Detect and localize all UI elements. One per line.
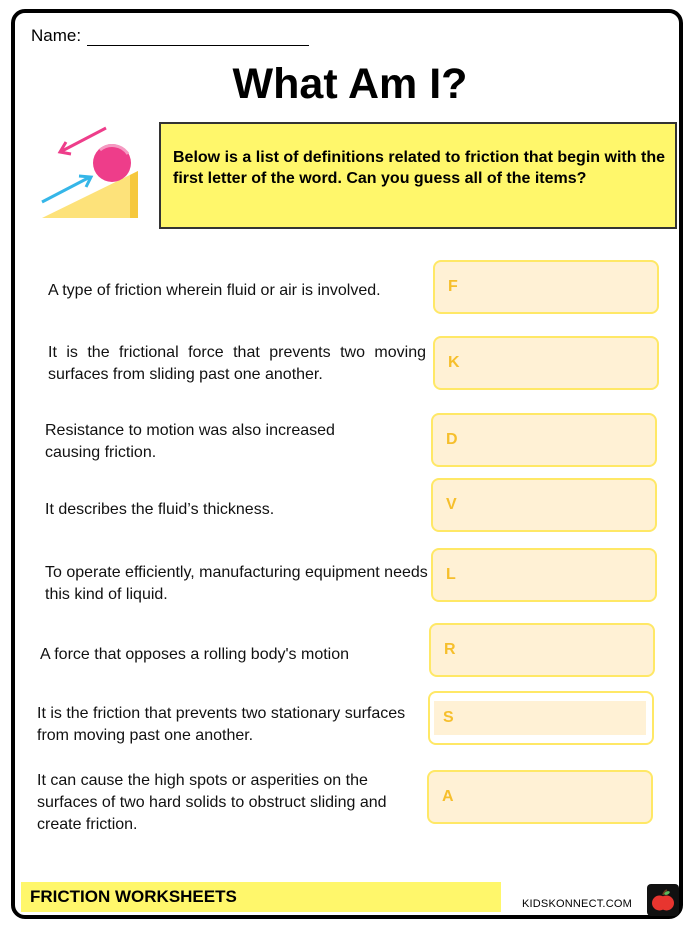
answer-box[interactable] [428, 691, 654, 745]
answer-box-fill [434, 701, 646, 735]
answer-box[interactable] [433, 260, 659, 314]
ramp-side [130, 171, 138, 218]
answer-letter: L [446, 566, 456, 583]
answer-letter: V [446, 496, 457, 513]
answer-box[interactable] [431, 478, 657, 532]
answer-letter: A [442, 788, 454, 805]
friction-arrow-icon [62, 128, 106, 151]
answer-letter: K [448, 354, 460, 371]
friction-ramp-illustration [38, 124, 142, 222]
footer-site-link[interactable]: KIDSKONNECT.COM [522, 898, 632, 910]
answer-box[interactable] [433, 336, 659, 390]
answer-letter: F [448, 278, 458, 295]
instructions-box: Below is a list of definitions related to friction that begin with the first letter of the word. Can you guess all of the items? [159, 122, 677, 229]
definition-text: It can cause the high spots or asperities on the surfaces of two hard solids to obstruct sliding and create friction. [37, 772, 387, 833]
name-input-line[interactable] [87, 27, 309, 46]
answer-letter: R [444, 641, 456, 658]
answer-box[interactable] [427, 770, 653, 824]
answer-box[interactable] [431, 413, 657, 467]
answer-box[interactable] [431, 548, 657, 602]
answer-letter: D [446, 431, 458, 448]
name-label: Name: [31, 26, 82, 45]
name-field [31, 26, 309, 46]
apple-icon [647, 884, 679, 916]
answer-letter: S [443, 709, 454, 726]
answer-box[interactable] [429, 623, 655, 677]
definition-text: It is the friction that prevents two stationary surfaces from moving past one another. [37, 705, 406, 744]
page-title: What Am I? [232, 60, 468, 108]
definition-text: A type of friction wherein fluid or air is involved. [48, 282, 381, 299]
definition-text: Resistance to motion was also increased causing friction. [45, 422, 335, 461]
footer-label: FRICTION WORKSHEETS [21, 882, 501, 912]
definition-text: A force that opposes a rolling body's motion [40, 646, 350, 663]
definition-text: To operate efficiently, manufacturing equipment needs this kind of liquid. [45, 564, 428, 603]
definition-text: It is the frictional force that prevents two moving surfaces from sliding past one another. [48, 344, 426, 383]
definition-text: It describes the fluid’s thickness. [45, 501, 275, 518]
